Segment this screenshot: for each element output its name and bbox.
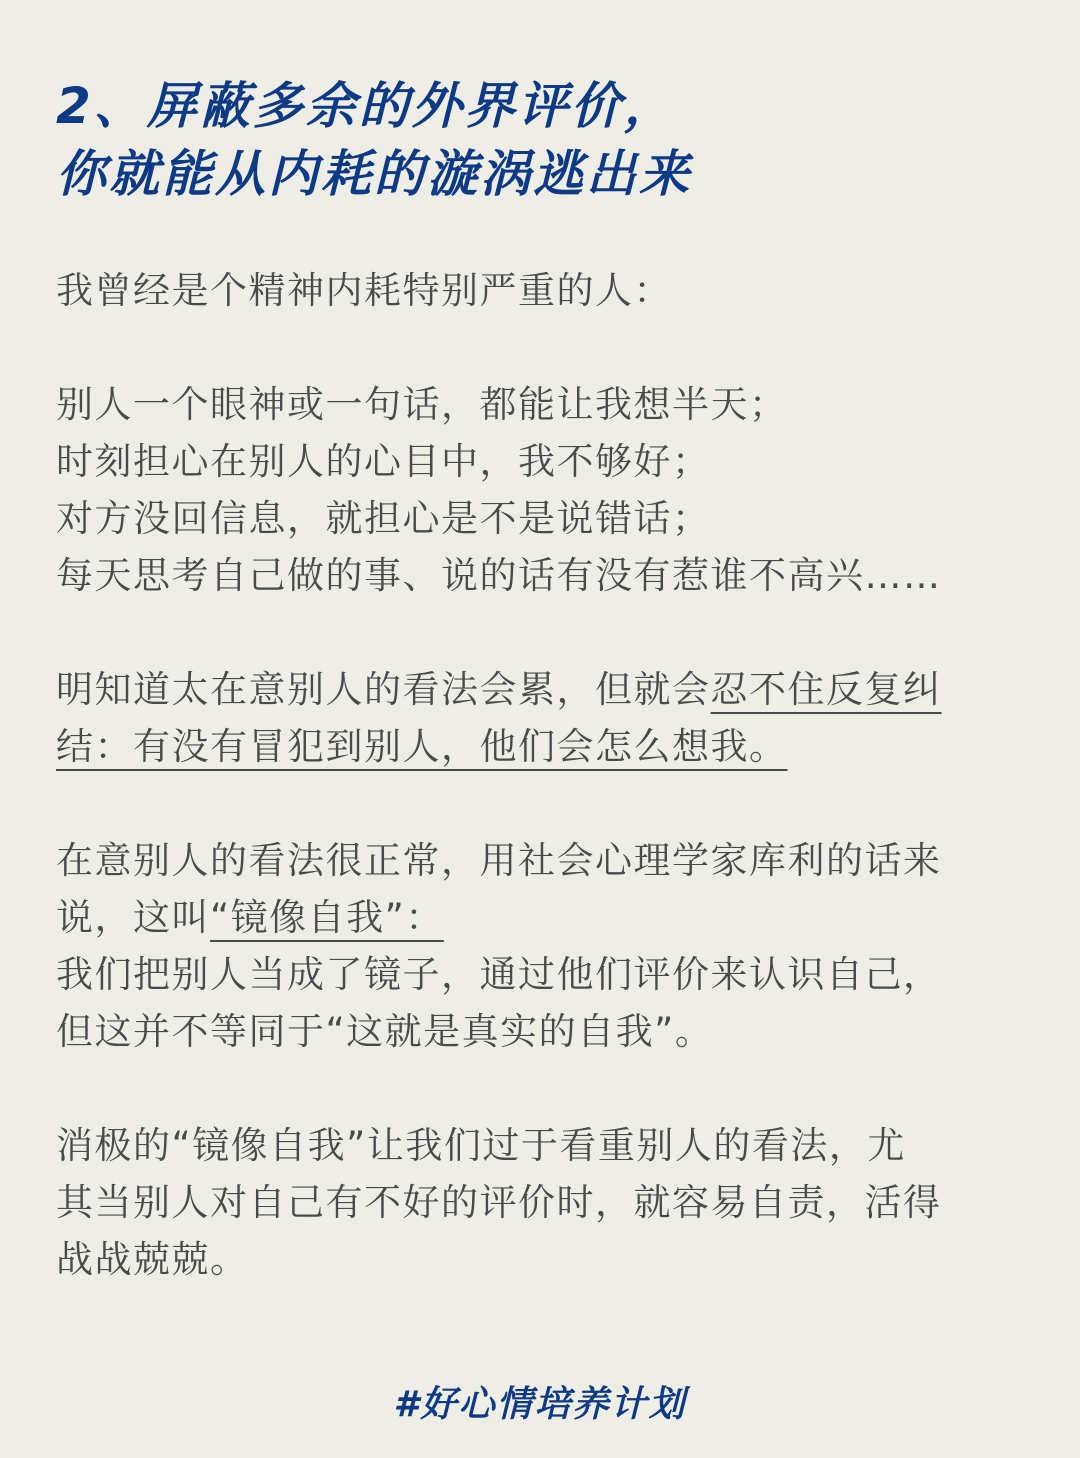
- mirror-line-2: [56, 889, 1036, 946]
- negative-line-3: 战战兢兢。: [56, 1238, 249, 1281]
- rumination-highlight-1: 忍不住反复纠: [710, 668, 942, 711]
- intro-line: 我曾经是个精神内耗特别严重的人：: [56, 269, 672, 312]
- paragraph-intro: [56, 262, 1036, 319]
- title-line-2: 你就能从内耗的漩涡逃出来: [56, 145, 692, 203]
- negative-line-1: 消极的“镜像自我”让我们过于看重别人的看法，尤: [56, 1124, 906, 1167]
- page-title: [56, 72, 1036, 208]
- mirror-text: 说，这叫: [56, 896, 210, 939]
- rumination-line-1: [56, 661, 1036, 718]
- paragraph-rumination: [56, 661, 1036, 775]
- example-line-4: 每天思考自己做的事、说的话有没有惹谁不高兴……: [56, 554, 942, 597]
- mirror-line-4: 但这并不等同于“这就是真实的自我”。: [56, 1010, 714, 1053]
- rumination-text: 明知道太在意别人的看法会累，但就会: [56, 668, 711, 711]
- example-line-1: 别人一个眼神或一句话，都能让我想半天；: [56, 383, 788, 426]
- paragraph-examples: [56, 376, 1036, 604]
- mirror-line-3: 我们把别人当成了镜子，通过他们评价来认识自己，: [56, 953, 942, 996]
- article-body: [56, 262, 1036, 1345]
- example-line-3: 对方没回信息，就担心是不是说错话；: [56, 497, 711, 540]
- mirror-self-term: “镜像自我”：: [210, 896, 444, 939]
- title-line-1: 2、屏蔽多余的外界评价，: [56, 77, 677, 135]
- negative-line-2: 其当别人对自己有不好的评价时，就容易自责，活得: [56, 1181, 942, 1224]
- mirror-line-1: 在意别人的看法很正常，用社会心理学家库利的话来: [56, 839, 942, 882]
- paragraph-mirror-self: [56, 832, 1036, 1060]
- rumination-line-2: [56, 718, 1036, 775]
- example-line-2: 时刻担心在别人的心目中，我不够好；: [56, 440, 711, 483]
- paragraph-negative-mirror: [56, 1117, 1036, 1288]
- footer-hashtag[interactable]: #好心情培养计划: [393, 1384, 687, 1425]
- rumination-highlight-2: 结：有没有冒犯到别人，他们会怎么想我。: [56, 725, 788, 768]
